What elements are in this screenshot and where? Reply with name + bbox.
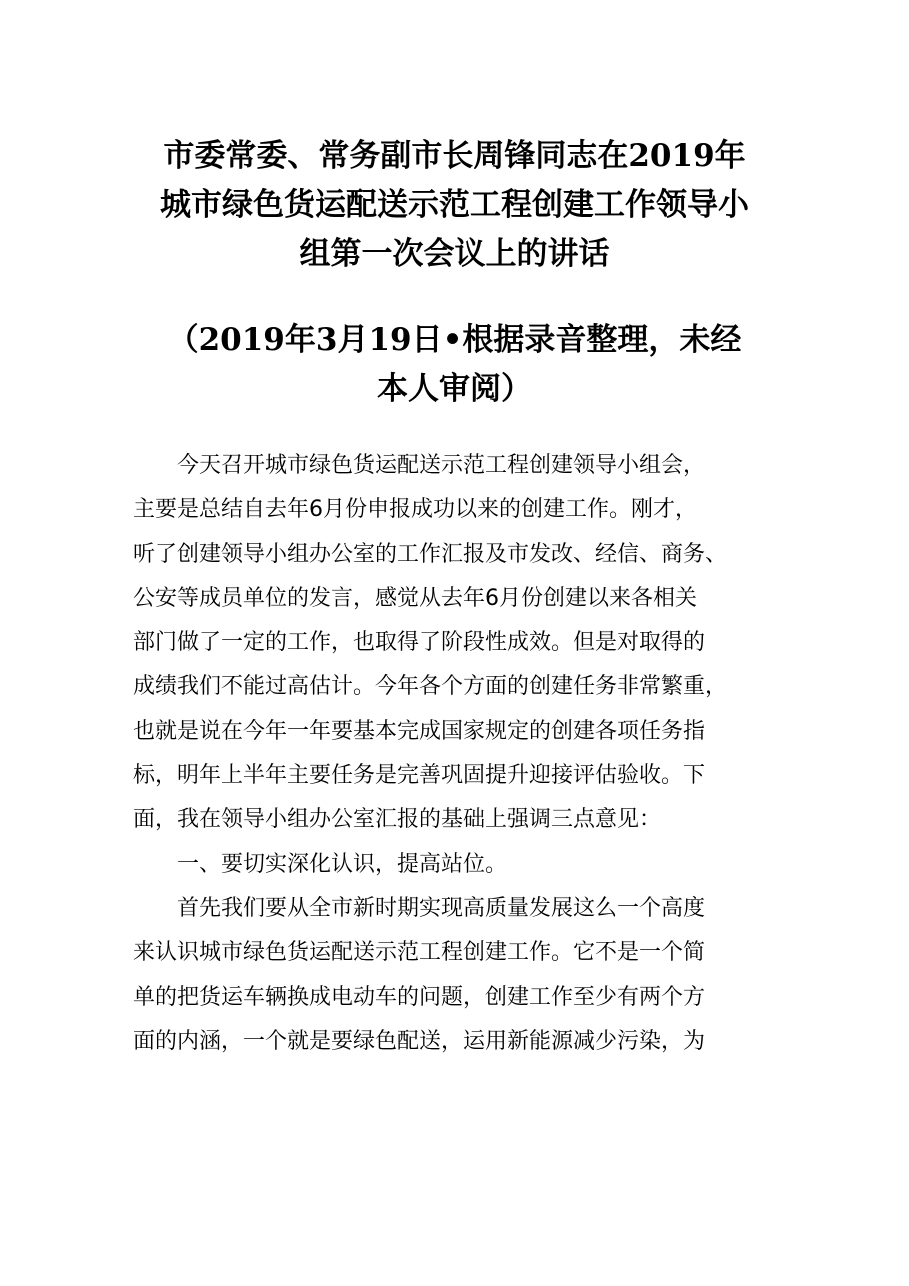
subtitle-line: 本人审阅）	[377, 371, 532, 407]
subtitle-line: （2019年3月19日•根据录音整理，未经	[167, 322, 742, 358]
body-line: 今天召开城市绿色货运配送示范工程创建领导小组会，	[177, 453, 706, 478]
body-line: 面，我在领导小组办公室汇报的基础上强调三点意见：	[133, 807, 662, 833]
title-line: 城市绿色货运配送示范工程创建工作领导小	[160, 187, 749, 223]
body-line: 也就是说在今年一年要基本完成国家规定的创建各项任务指	[133, 718, 706, 744]
body-line: 主要是总结自去年6月份申报成功以来的创建工作。刚才，	[133, 497, 697, 523]
document-body	[133, 444, 793, 1064]
body-line: 单的把货运车辆换成电动车的问题，创建工作至少有两个方	[133, 984, 706, 1010]
body-line: 标，明年上半年主要任务是完善巩固提升迎接评估验收。下	[133, 763, 706, 789]
document-subtitle	[120, 316, 789, 414]
title-line: 组第一次会议上的讲话	[299, 236, 610, 272]
body-line: 来认识城市绿色货运配送示范工程创建工作。它不是一个简	[133, 940, 706, 966]
body-line: 首先我们要从全市新时期实现高质量发展这么一个高度	[177, 895, 706, 921]
title-line: 市委常委、常务副市长周锋同志在2019年	[163, 138, 746, 174]
body-line: 成绩我们不能过高估计。今年各个方面的创建任务非常繁重，	[133, 674, 728, 700]
body-line: 公安等成员单位的发言，感觉从去年6月份创建以来各相关	[133, 585, 697, 611]
body-line: 部门做了一定的工作，也取得了阶段性成效。但是对取得的	[133, 630, 706, 656]
document-title	[120, 132, 789, 279]
section-heading: 一、要切实深化认识，提高站位。	[177, 851, 508, 877]
body-line: 面的内涵，一个就是要绿色配送，运用新能源减少污染，为	[133, 1028, 706, 1054]
body-line: 听了创建领导小组办公室的工作汇报及市发改、经信、商务、	[133, 541, 728, 567]
